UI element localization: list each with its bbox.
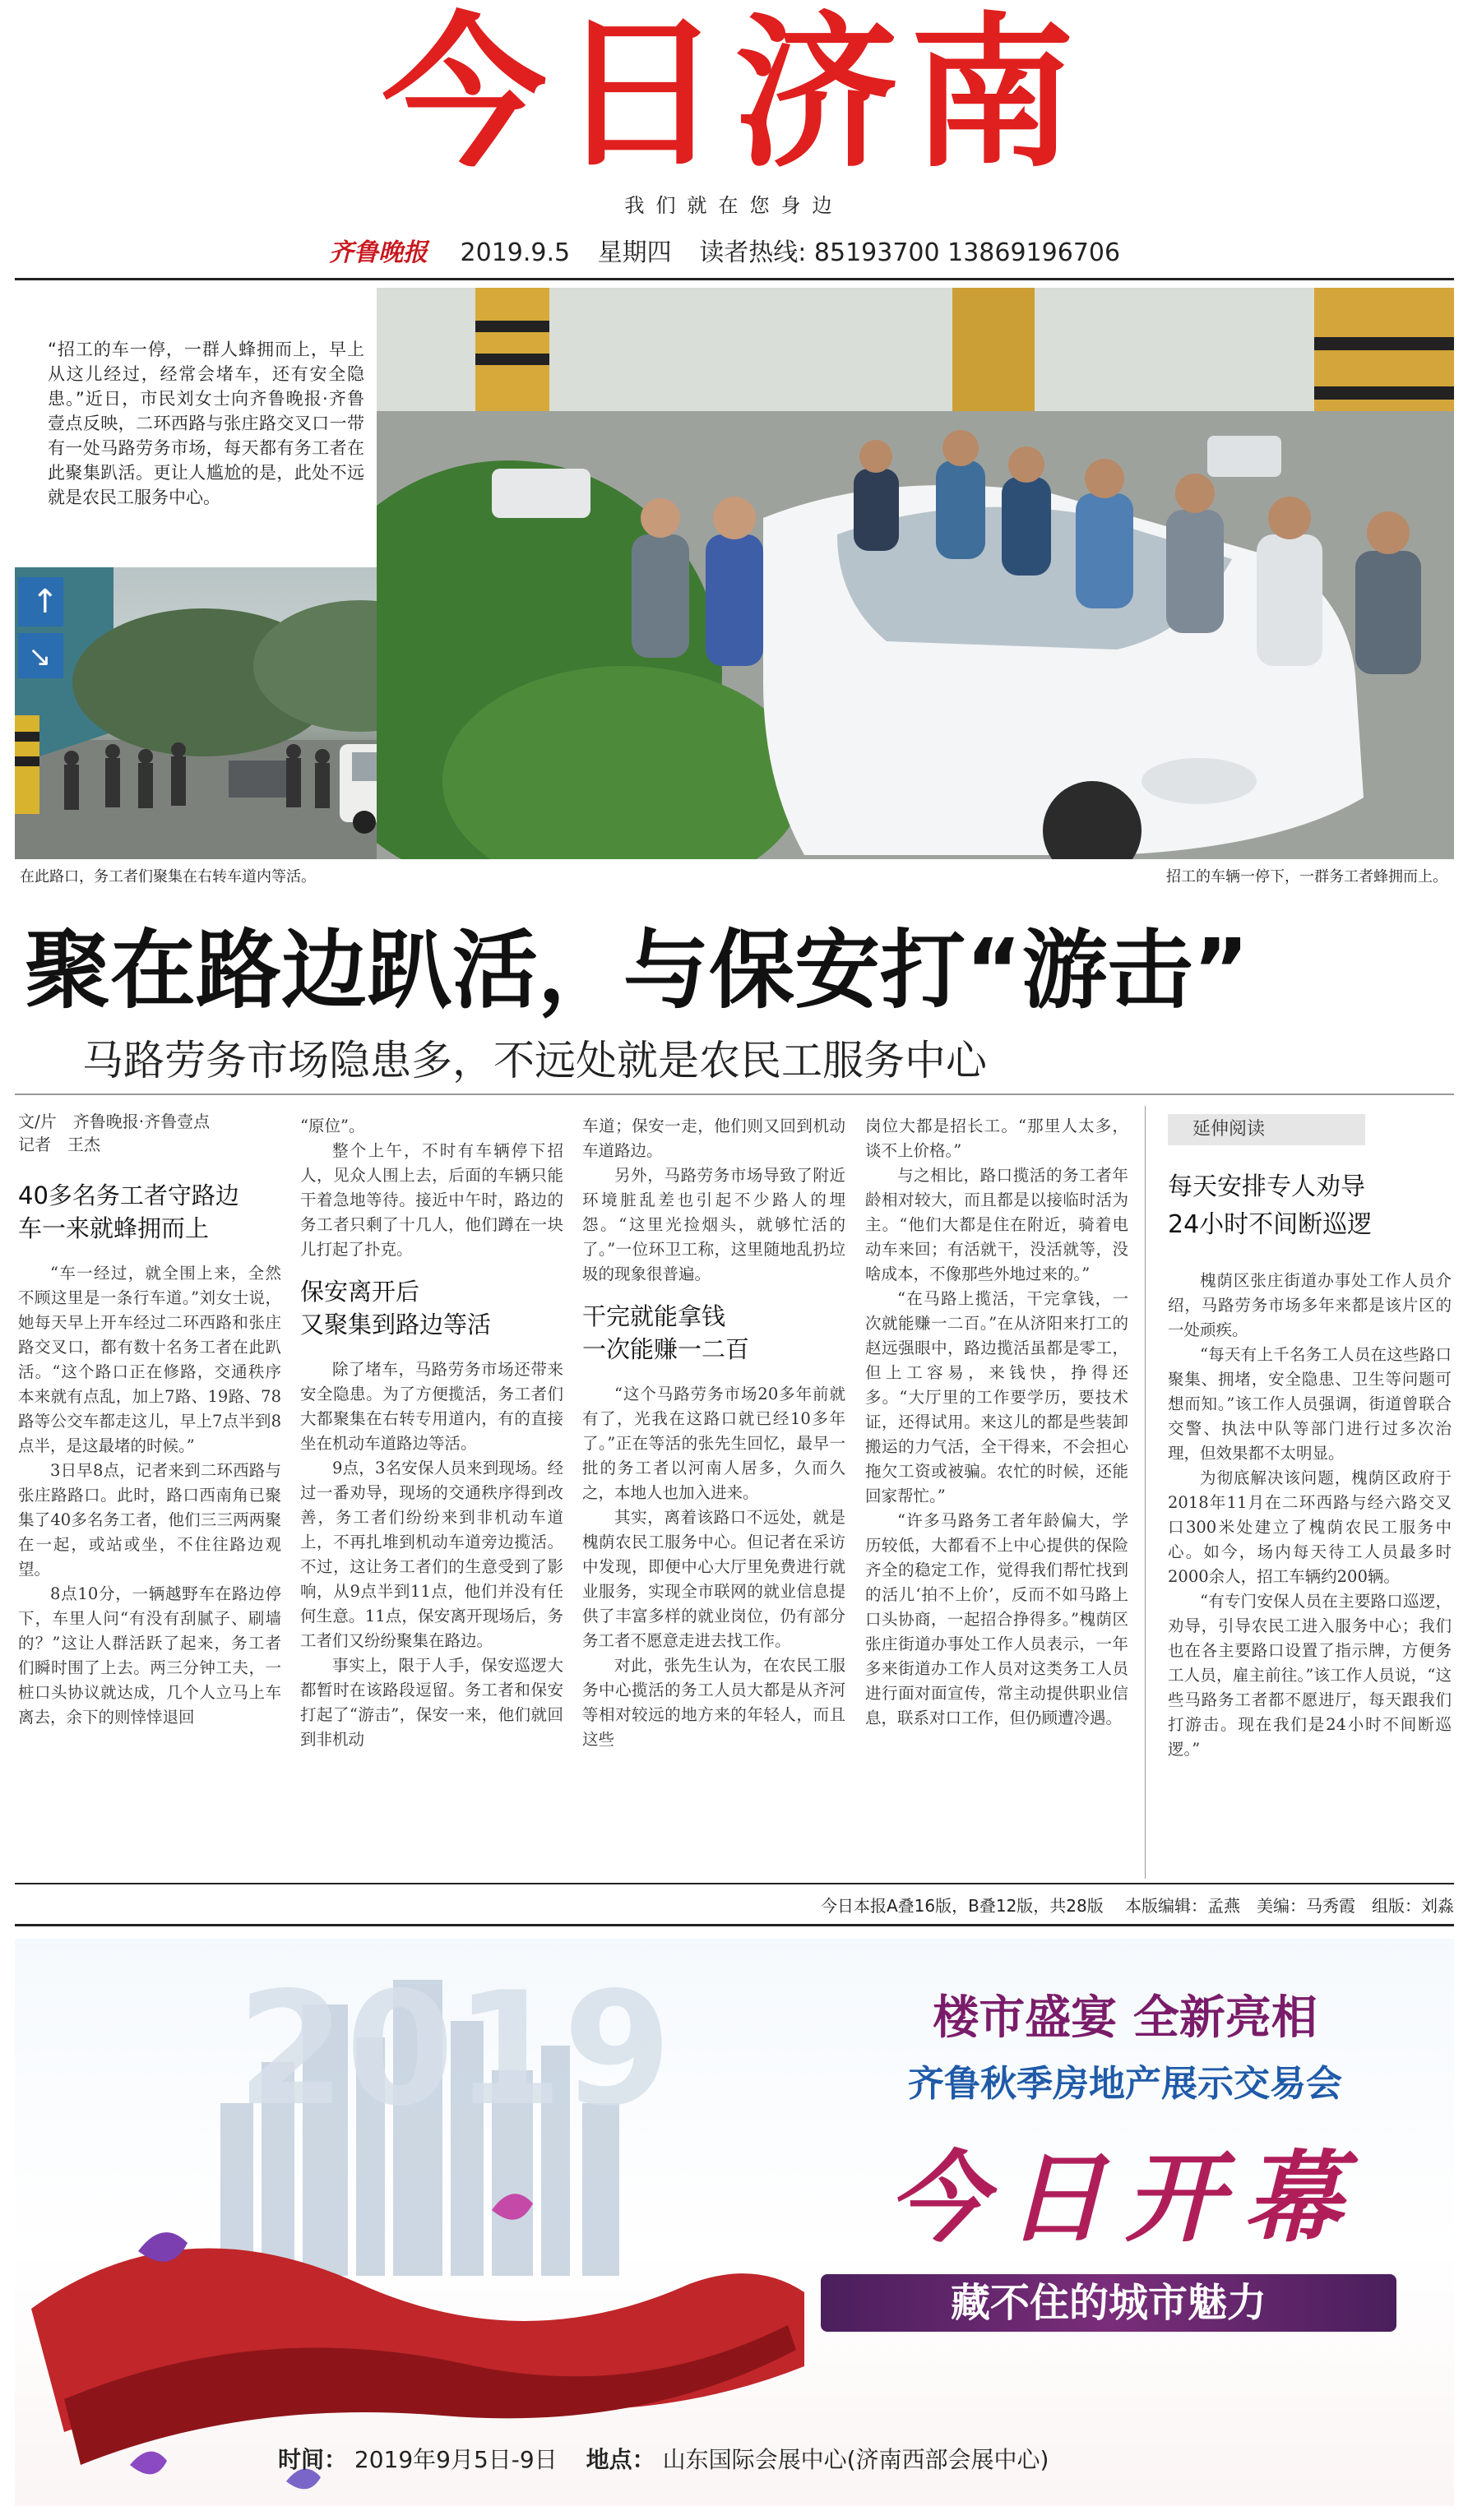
dateline bbox=[329, 232, 1120, 268]
article-column-3 bbox=[582, 1114, 845, 1752]
sidebar-title: 每天安排专人劝导 24小时不间断巡逻 bbox=[1168, 1172, 1373, 1239]
ad-year-graphic: 2019 bbox=[237, 1958, 672, 2140]
masthead bbox=[0, 0, 1468, 217]
newspaper-title: 今日济南 bbox=[382, 0, 1086, 190]
sidebar-divider bbox=[1145, 1106, 1146, 1879]
col1-subheading: 40多名务工者守路边 车一来就蜂拥而上 bbox=[18, 1181, 239, 1242]
footer-rule bbox=[15, 1883, 1454, 1884]
headline-rule bbox=[15, 1094, 1454, 1095]
col2-paragraph: 9点，3名安保人员来到现场。经过一番劝导，现场的交通秩序得到改善，务工者们纷纷来到非机动车道上，不再扎堆到机动车道旁边揽活。不过，这让务工者们的生意受到了影响，从9点半到11点，他们并没有任何生意。11点，保安离开现场后，务工者们又纷纷聚集在路边。 bbox=[300, 1459, 563, 1650]
col1-paragraph: “车一经过，就全围上来，全然不顾这里是一条行车道。”刘女士说，她每天早上开车经过二环西路和张庄路交叉口，都有数十名务工者在此趴活。“这个路口正在修路，交通秩序本来就有点乱，加上7路、19路、78路等公交车都走这儿，早上7点半到8点半，是这最堵的时候。” bbox=[18, 1264, 281, 1455]
issue-date: 2019.9.5 bbox=[460, 238, 571, 267]
masthead-slogan: 我们就在您身边 bbox=[624, 194, 844, 217]
ad-slogan: 楼市盛宴 全新亮相 bbox=[933, 1991, 1317, 2045]
byline-source: 文/片 齐鲁晚报·齐鲁壹点 bbox=[18, 1112, 211, 1131]
ad-opening: 今日开幕 bbox=[888, 2140, 1362, 2256]
ad-top-rule bbox=[15, 1924, 1454, 1926]
sidebar-paragraph: “有专门安保人员在主要路口巡逻，劝导，引导农民工进入服务中心；我们也在各主要路口设置了指示牌，方便务工人员，雇主前往。”该工作人员说，“这些马路务工者都不愿进厅，每天跟我们打游击。现在我们是24小时不间断巡逻。” bbox=[1168, 1592, 1452, 1759]
main-photo bbox=[377, 288, 1454, 859]
col4-paragraph: “在马路上揽活，干完拿钱，一次就能赚一二百。”在从济阳来打工的赵远强眼中，路边揽活虽都是零工，但上工容易，来钱快，挣得还多。“大厅里的工作要学历，要技术证，还得试用。来这儿的都是些装卸搬运的力气活，全干得来，不会担心拖欠工资或被骗。农忙的时候，还能回家帮忙。” bbox=[865, 1289, 1128, 1505]
main-photo-caption: 招工的车辆一停下，一群务工者蜂拥而上。 bbox=[1166, 868, 1447, 885]
col3-paragraph: 另外，马路劳务市场导致了附近环境脏乱差也引起不少路人的埋怨。“这里光捡烟头，就够忙活的了。”一位环卫工称，这里随地乱扔垃圾的现象很普遍。 bbox=[582, 1166, 845, 1283]
article-column-2 bbox=[300, 1114, 563, 1752]
col3-subheading: 干完就能拿钱 一次能赚一二百 bbox=[582, 1302, 750, 1363]
col2-subheading: 保安离开后 又聚集到路边等活 bbox=[300, 1278, 492, 1339]
col2-paragraph: “原位”。 bbox=[300, 1117, 365, 1135]
sidebar-paragraph: “每天有上千名务工人员在这些路口聚集、拥堵，安全隐患、卫生等问题可想而知。”该工作人员强调，街道曾联合交警、执法中队等部门进行过多次治理，但效果都不太明显。 bbox=[1168, 1345, 1452, 1463]
sidebar-paragraph: 为彻底解决该问题，槐荫区政府于2018年11月在二环西路与经六路交叉口300米处建立了槐荫农民工服务中心。如今，场内每天待工人员最多时2000余人，招工车辆约200辆。 bbox=[1168, 1468, 1452, 1586]
col1-paragraph: 8点10分，一辆越野车在路边停下，车里人问“有没有刮腻子、刷墙的？”这让人群活跃了起来，务工者们瞬时围了上去。两三分钟工夫，一桩口头协议就达成，几个人立马上车离去，余下的则悻悻退回 bbox=[18, 1584, 281, 1727]
sidebar-extended-reading bbox=[1168, 1114, 1452, 1762]
col3-paragraph: 其实，离着该路口不远处，就是槐荫农民工服务中心。但记者在采访中发现，即便中心大厅里免费进行就业服务，实现全市联网的就业信息提供了丰富多样的就业岗位，仍有部分务工者不愿意走进去找工作。 bbox=[582, 1508, 845, 1650]
brand-name: 齐鲁晚报 bbox=[329, 238, 428, 267]
byline-reporter: 记者 王杰 bbox=[18, 1135, 100, 1154]
page-editors: 本版编辑：孟燕 美编：马秀霞 组版：刘淼 bbox=[1125, 1896, 1454, 1916]
masthead-rule bbox=[15, 278, 1454, 280]
ad-tagline: 藏不住的城市魅力 bbox=[821, 2274, 1396, 2332]
intro-text: “招工的车一停，一群人蜂拥而上，早上从这儿经过，经常会堵车，还有安全隐患。”近日，市民刘女士向齐鲁晚报·齐鲁壹点反映，二环西路与张庄路交叉口一带有一处马路劳务市场，每天都有务工者在此聚集趴活。更让人尴尬的是，此处不远就是农民工服务中心。 bbox=[48, 340, 364, 507]
real-estate-ad bbox=[15, 1939, 1454, 2506]
main-photo-scene bbox=[377, 288, 1454, 859]
article-column-4 bbox=[865, 1114, 1128, 1731]
edition-info: 今日本报A叠16版，B叠12版，共28版 bbox=[821, 1896, 1104, 1916]
intro-box bbox=[15, 288, 377, 563]
col3-paragraph: 对此，张先生认为，在农民工服务中心揽活的务工人员大都是从齐河等相对较远的地方来的年轻人，而且这些 bbox=[582, 1656, 845, 1749]
col4-paragraph: “许多马路务工者年龄偏大，学历较低，大都看不上中心提供的保险齐全的稳定工作，觉得我们帮忙找到的活儿‘拍不上价’，反而不如马路上口头协商，一起招合挣得多。”槐荫区张庄街道办事处工作人员表示，一年多来街道办工作人员对这类务工人员进行面对面宣传，常主动提供职业信息，联系对口工作，但仍顾遭冷遇。 bbox=[865, 1511, 1128, 1727]
hotline-numbers: 85193700 13869196706 bbox=[813, 238, 1121, 267]
ad-time-label: 时间： bbox=[278, 2446, 348, 2473]
article-headline: 聚在路边趴活，与保安打“游击” bbox=[25, 920, 1249, 1020]
col3-paragraph: “这个马路劳务市场20多年前就有了，光我在这路口就已经10多年了。”正在等活的张先生回忆，最早一批的务工者以河南人居多，久而久之，本地人也加入进来。 bbox=[582, 1385, 845, 1502]
article-subhead: 马路劳务市场隐患多，不远处就是农民工服务中心 bbox=[82, 1037, 987, 1084]
sidebar-tag: 延伸阅读 bbox=[1168, 1114, 1365, 1145]
svg-text:↘: ↘ bbox=[28, 640, 52, 673]
ad-details bbox=[278, 2442, 1049, 2475]
issue-weekday: 星期四 bbox=[597, 238, 672, 267]
ad-event-name: 齐鲁秋季房地产展示交易会 bbox=[908, 2063, 1342, 2105]
col4-paragraph: 与之相比，路口揽活的务工者年龄相对较大，而且都是以接临时活为主。“他们大都是住在附近，骑着电动车来回；有活就干，没活就等，没啥成本，不像那些外地过来的。” bbox=[865, 1166, 1128, 1283]
col4-paragraph: 岗位大都是招长工。“那里人太多，谈不上价格。” bbox=[865, 1117, 1128, 1160]
col2-paragraph: 事实上，限于人手，保安巡逻大都暂时在该路段逗留。务工者和保安打起了“游击”，保安一来，他们就回到非机动 bbox=[300, 1656, 563, 1749]
ad-place-label: 地点： bbox=[586, 2446, 655, 2473]
col1-paragraph: 3日早8点，记者来到二环西路与张庄路路口。此时，路口西南角已聚集了40多名务工者，他们三三两两聚在一起，或站或坐，不住往路边观望。 bbox=[18, 1461, 281, 1579]
col3-paragraph: 车道；保安一走，他们则又回到机动车道路边。 bbox=[582, 1117, 845, 1160]
hotline-label: 读者热线: bbox=[699, 238, 807, 267]
col2-paragraph: 除了堵车，马路劳务市场还带来安全隐患。为了方便揽活，务工者们大都聚集在右转专用道内，有的直接坐在机动车道路边等活。 bbox=[300, 1360, 563, 1453]
ad-place-value: 山东国际会展中心(济南西部会展中心) bbox=[662, 2446, 1049, 2473]
sidebar-paragraph: 槐荫区张庄街道办事处工作人员介绍，马路劳务市场多年来都是该片区的一处顽疾。 bbox=[1168, 1271, 1452, 1339]
ad-time-value: 2019年9月5日-9日 bbox=[354, 2446, 558, 2473]
svg-text:↑: ↑ bbox=[31, 583, 59, 621]
left-photo-caption: 在此路口，务工者们聚集在右转车道内等活。 bbox=[20, 868, 316, 885]
col2-paragraph: 整个上午，不时有车辆停下招人，见众人围上去，后面的车辆只能干着急地等待。接近中午时，路边的务工者只剩了十几人，他们蹲在一块儿打起了扑克。 bbox=[300, 1141, 563, 1259]
article-column-1 bbox=[18, 1110, 281, 1730]
